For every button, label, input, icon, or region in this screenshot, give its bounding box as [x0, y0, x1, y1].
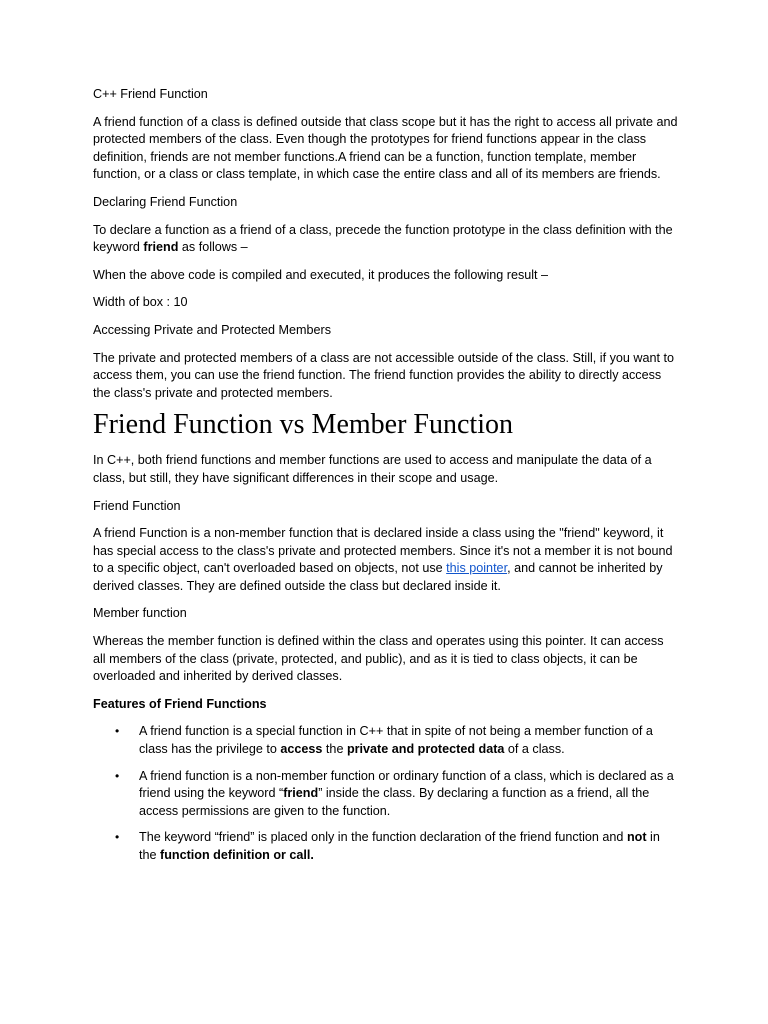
this-pointer-link[interactable]: this pointer — [446, 561, 508, 576]
features-heading-text: Features of Friend Functions — [93, 696, 267, 711]
bullet-icon: • — [115, 724, 120, 739]
bullet-icon: • — [115, 768, 120, 783]
features-list — [93, 723, 678, 864]
feature-2-bold: friend — [283, 786, 319, 801]
friend-function-paragraph — [93, 525, 678, 595]
feature-1-bold-a: access — [280, 742, 323, 757]
feature-3-text-a: The keyword “friend” is placed only in the function declaration of the friend function and — [139, 830, 627, 845]
list-item — [93, 829, 678, 864]
features-heading — [93, 696, 678, 714]
friend-function-heading: Friend Function — [93, 498, 181, 513]
feature-1-bold-b: private and protected data — [346, 742, 505, 757]
declaring-text-b: as follows – — [178, 240, 248, 255]
feature-3-bold-b: function definition or call. — [160, 848, 314, 862]
feature-1-text-c: the — [322, 742, 347, 757]
feature-1-text-a: A friend function is a special function in C++ that in spite of not being a member function of a class has the privilege to — [139, 724, 653, 757]
accessing-heading: Accessing Private and Protected Members — [93, 322, 331, 337]
doc-title: C++ Friend Function — [93, 87, 208, 101]
member-function-heading: Member function — [93, 606, 187, 621]
feature-2-text-a: A friend function is a non-member function or ordinary function of a class, which is declared as a friend using the keyword “ — [139, 768, 674, 801]
declaring-paragraph — [93, 222, 678, 257]
friend-text-a: A friend Function is a non-member function that is declared inside a class using the "friend" keyword, it has special access to the class's private and protected members. Since it's not a member it is not bound to a specific object, can't overloaded based on objects, not use — [93, 526, 673, 576]
feature-1-text-d: of a class. — [504, 742, 565, 757]
bullet-icon: • — [115, 830, 120, 845]
compiled-paragraph: When the above code is compiled and executed, it produces the following result – — [93, 267, 549, 282]
friend-text-b: , and cannot be inherited by derived classes. They are defined outside the class but declared inside it. — [93, 561, 663, 593]
member-function-paragraph: Whereas the member function is defined within the class and operates using this pointer. It can access all members of the class (private, protected, and public), and as it is tied to class objects, it can be overloaded and inherited by derived classes. — [93, 634, 664, 684]
feature-2-text-c: ” inside the class. By declaring a function as a friend, all the access permissions are given to the function. — [139, 786, 650, 818]
result-line: Width of box : 10 — [93, 295, 188, 310]
vs-heading: Friend Function vs Member Function — [93, 409, 513, 441]
feature-3-text-c: in the — [139, 830, 660, 862]
accessing-paragraph: The private and protected members of a class are not accessible outside of the class. Still, if you want to access them, you can use the friend function. The friend function provides the ability to directly access the class's private and protected members. — [93, 350, 675, 400]
feature-3-bold-a: not — [626, 830, 647, 845]
declaring-text-a: To declare a function as a friend of a class, precede the function prototype in the class definition with the keyword — [93, 222, 673, 255]
intro-paragraph: A friend function of a class is defined outside that class scope but it has the right to access all private and protected members of the class. Even though the prototypes for friend functions appear in the class definition, friends are not member functions.A friend can be a function, function template, member function, or a class or class template, in which case the entire class and all of its members are friends. — [93, 114, 678, 182]
list-item — [93, 768, 678, 821]
list-item — [93, 723, 678, 758]
vs-intro-paragraph: In C++, both friend functions and member functions are used to access and manipulate the data of a class, but still, they have significant differences in their scope and usage. — [93, 453, 652, 485]
friend-keyword: friend — [143, 240, 179, 255]
declaring-heading: Declaring Friend Function — [93, 194, 238, 209]
